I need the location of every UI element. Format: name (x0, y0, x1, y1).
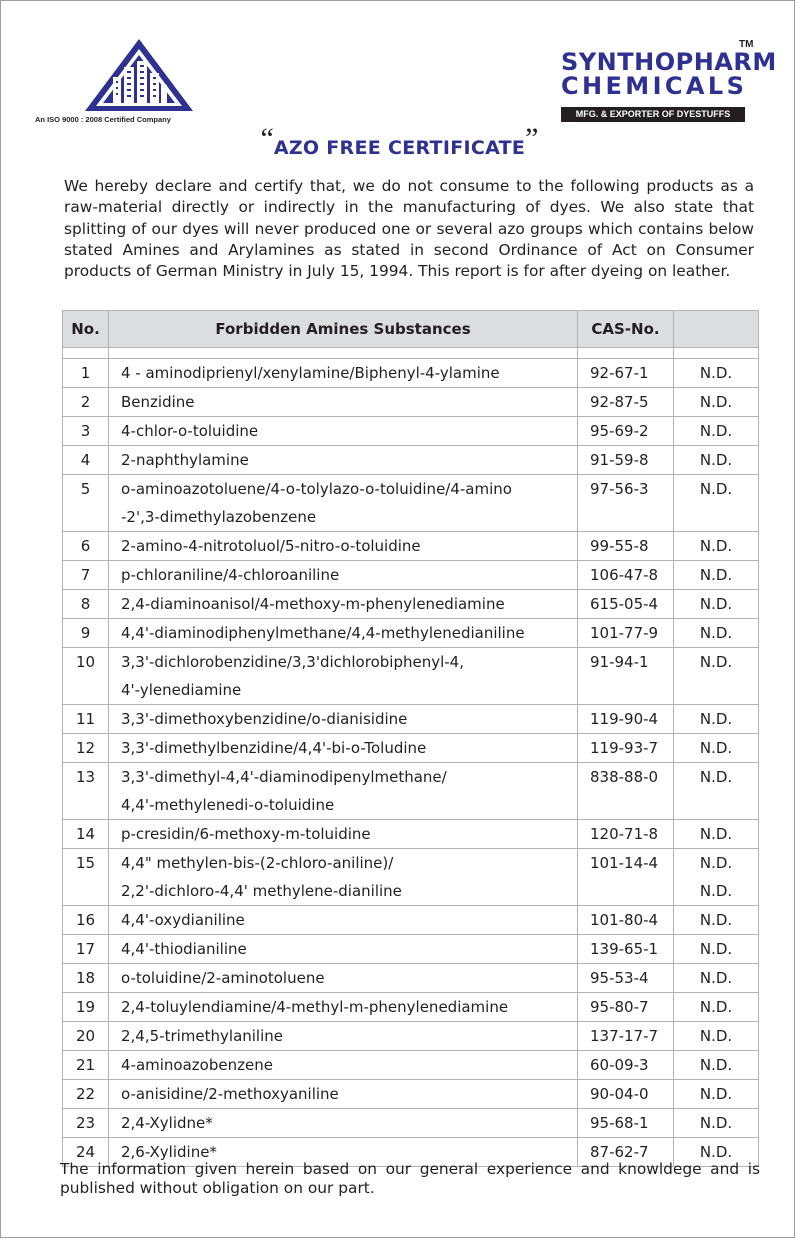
cell-no: 13 (63, 763, 109, 820)
result-line: N.D. (699, 595, 733, 613)
cell-no: 18 (63, 964, 109, 993)
result-line: N.D. (699, 1114, 733, 1132)
cell-result (674, 619, 759, 648)
result-line: N.D. (699, 969, 733, 987)
cell-no: 7 (63, 561, 109, 590)
substance-line: p-cresidin/6-methoxy-m-toluidine (121, 825, 371, 843)
cell-cas: 139-65-1 (578, 935, 674, 964)
cell-result (674, 417, 759, 446)
result-line: N.D. (699, 854, 733, 872)
cell-substance (109, 619, 578, 648)
cell-substance (109, 705, 578, 734)
cell-cas: 119-90-4 (578, 705, 674, 734)
cell-result (674, 820, 759, 849)
table-row (63, 590, 759, 619)
cell-cas: 95-80-7 (578, 993, 674, 1022)
cell-substance (109, 561, 578, 590)
substance-line: o-aminoazotoluene/4-o-tolylazo-o-toluidine/4-amino (121, 480, 512, 498)
cell-no: 17 (63, 935, 109, 964)
cell-result (674, 906, 759, 935)
substance-line: Benzidine (121, 393, 195, 411)
substance-line: 4 - aminodiprienyl/xenylamine/Biphenyl-4-ylamine (121, 364, 500, 382)
table-row (63, 1051, 759, 1080)
cell-result (674, 532, 759, 561)
header-substance: Forbidden Amines Substances (109, 311, 578, 348)
substance-line: p-chloraniline/4-chloroaniline (121, 566, 340, 584)
cell-no: 20 (63, 1022, 109, 1051)
cell-substance (109, 935, 578, 964)
cell-no: 15 (63, 849, 109, 906)
cell-result (674, 1109, 759, 1138)
cell-no: 4 (63, 446, 109, 475)
cell-cas: 95-69-2 (578, 417, 674, 446)
cell-cas: 101-14-4 (578, 849, 674, 906)
substance-line: 4,4'-methylenedi-o-toluidine (121, 796, 335, 814)
substance-line: -2',3-dimethylazobenzene (121, 508, 317, 526)
brand-tagline: MFG. & EXPORTER OF DYESTUFFS (561, 107, 745, 122)
table-row (63, 1022, 759, 1051)
cell-substance (109, 1022, 578, 1051)
cell-substance (109, 475, 578, 532)
building-triangle-logo-icon (83, 37, 195, 113)
table-row (63, 619, 759, 648)
cell-cas: 90-04-0 (578, 1080, 674, 1109)
result-line: N.D. (699, 393, 733, 411)
header-cas: CAS-No. (578, 311, 674, 348)
cell-cas: 95-53-4 (578, 964, 674, 993)
cell-cas: 91-94-1 (578, 648, 674, 705)
cell-cas: 97-56-3 (578, 475, 674, 532)
cell-no: 22 (63, 1080, 109, 1109)
result-line: N.D. (699, 480, 733, 498)
table-row (63, 906, 759, 935)
substance-line: 3,3'-dimethyl-4,4'-diaminodipenylmethane/ (121, 768, 447, 786)
result-line: N.D. (699, 882, 733, 900)
result-line: N.D. (699, 1085, 733, 1103)
forbidden-amines-table (62, 310, 759, 1167)
result-line: N.D. (699, 537, 733, 555)
result-line: N.D. (699, 566, 733, 584)
cell-substance (109, 359, 578, 388)
header-no: No. (63, 311, 109, 348)
table-header-row (63, 311, 759, 348)
cell-substance (109, 906, 578, 935)
cell-result (674, 763, 759, 820)
cell-cas: 119-93-7 (578, 734, 674, 763)
cell-no: 6 (63, 532, 109, 561)
result-line: N.D. (699, 710, 733, 728)
substance-line: 4,4'-thiodianiline (121, 940, 247, 958)
cell-result (674, 705, 759, 734)
result-line: N.D. (699, 653, 733, 671)
substance-line: 2,2'-dichloro-4,4' methylene-dianiline (121, 882, 402, 900)
substance-line: 4-chlor-o-toluidine (121, 422, 259, 440)
substance-line: 4,4'-diaminodiphenylmethane/4,4-methylenedianiline (121, 624, 525, 642)
table-row (63, 993, 759, 1022)
result-line: N.D. (699, 940, 733, 958)
result-line: N.D. (699, 768, 733, 786)
table-row (63, 964, 759, 993)
iso-certification-text: An ISO 9000 : 2008 Certified Company (35, 115, 171, 124)
substance-line: 3,3'-dimethoxybenzidine/o-dianisidine (121, 710, 408, 728)
table-row (63, 1080, 759, 1109)
cell-result (674, 964, 759, 993)
cell-no: 12 (63, 734, 109, 763)
cell-cas: 60-09-3 (578, 1051, 674, 1080)
cell-result (674, 849, 759, 906)
cell-cas: 92-87-5 (578, 388, 674, 417)
cell-no: 2 (63, 388, 109, 417)
cell-result (674, 993, 759, 1022)
cell-cas: 92-67-1 (578, 359, 674, 388)
cell-no: 19 (63, 993, 109, 1022)
footer-note: The information given herein based on our general experience and knowldege and is published without obligation on our part. (60, 1160, 760, 1197)
cell-result (674, 1022, 759, 1051)
result-line: N.D. (699, 1027, 733, 1045)
substance-line: 4,4'-oxydianiline (121, 911, 245, 929)
brand-name-line1: SYNTHOPHARM (561, 48, 777, 76)
cell-substance (109, 820, 578, 849)
certificate-title-text: AZO FREE CERTIFICATE (273, 137, 526, 159)
substance-line: 2,4,5-trimethylaniline (121, 1027, 284, 1045)
cell-no: 11 (63, 705, 109, 734)
cell-result (674, 359, 759, 388)
cell-substance (109, 648, 578, 705)
substance-line: o-toluidine/2-aminotoluene (121, 969, 325, 987)
cell-result (674, 475, 759, 532)
cell-cas: 137-17-7 (578, 1022, 674, 1051)
cell-substance (109, 417, 578, 446)
cell-no: 24 (63, 1138, 109, 1167)
result-line: N.D. (699, 422, 733, 440)
cell-no: 21 (63, 1051, 109, 1080)
brand-name-line2: CHEMICALS (561, 72, 748, 100)
cell-cas: 615-05-4 (578, 590, 674, 619)
cell-result (674, 935, 759, 964)
trademark-symbol: TM (739, 39, 754, 50)
substance-line: 3,3'-dimethylbenzidine/4,4'-bi-o-Toludine (121, 739, 427, 757)
cell-result (674, 590, 759, 619)
cell-cas: 91-59-8 (578, 446, 674, 475)
result-line: N.D. (699, 911, 733, 929)
cell-no: 10 (63, 648, 109, 705)
cell-no: 5 (63, 475, 109, 532)
cell-no: 9 (63, 619, 109, 648)
open-quote: “ (260, 122, 274, 155)
cell-no: 14 (63, 820, 109, 849)
table-row (63, 648, 759, 705)
cell-substance (109, 763, 578, 820)
result-line: N.D. (699, 624, 733, 642)
table-row (63, 561, 759, 590)
cell-substance (109, 1080, 578, 1109)
cell-cas: 99-55-8 (578, 532, 674, 561)
table-body (63, 348, 759, 1167)
table-row (63, 935, 759, 964)
substance-line: 2-naphthylamine (121, 451, 249, 469)
cell-result (674, 388, 759, 417)
table-row (63, 417, 759, 446)
close-quote: ” (525, 122, 539, 155)
cell-cas: 106-47-8 (578, 561, 674, 590)
cell-cas: 101-80-4 (578, 906, 674, 935)
result-line: N.D. (699, 739, 733, 757)
cell-result (674, 561, 759, 590)
cell-no: 16 (63, 906, 109, 935)
table-row (63, 388, 759, 417)
result-line: N.D. (699, 364, 733, 382)
result-line: N.D. (699, 451, 733, 469)
substance-line: 2,6-Xylidine* (121, 1143, 217, 1161)
cell-cas: 95-68-1 (578, 1109, 674, 1138)
cell-substance (109, 734, 578, 763)
substance-line: 3,3'-dichlorobenzidine/3,3'dichlorobiphenyl-4, (121, 653, 464, 671)
substance-line: o-anisidine/2-methoxyaniline (121, 1085, 339, 1103)
table-row (63, 359, 759, 388)
substance-line: 2,4-toluylendiamine/4-methyl-m-phenylenediamine (121, 998, 509, 1016)
cell-cas: 87-62-7 (578, 1138, 674, 1167)
cell-no: 23 (63, 1109, 109, 1138)
table-row (63, 446, 759, 475)
cell-substance (109, 446, 578, 475)
cell-substance (109, 993, 578, 1022)
cell-result (674, 648, 759, 705)
certificate-title (1, 122, 797, 159)
cell-substance (109, 1051, 578, 1080)
cell-no: 1 (63, 359, 109, 388)
substance-line: 2-amino-4-nitrotoluol/5-nitro-o-toluidine (121, 537, 421, 555)
substance-line: 4'-ylenediamine (121, 681, 242, 699)
cell-substance (109, 1109, 578, 1138)
substance-line: 4,4" methylen-bis-(2-chloro-aniline)/ (121, 854, 394, 872)
table-row (63, 734, 759, 763)
cell-result (674, 734, 759, 763)
declaration-paragraph: We hereby declare and certify that, we do not consume to the following products as a raw-material directly or indirectly in the manufacturing of dyes. We also state that splitting of our dyes will never produced one or several azo groups which contains below stated Amines and Arylamines as stated in second Ordinance of Act on Consumer products of German Ministry in July 15, 1994. This report is for after dyeing on leather. (64, 177, 754, 281)
table-row (63, 532, 759, 561)
cell-substance (109, 532, 578, 561)
cell-cas: 101-77-9 (578, 619, 674, 648)
cell-no: 3 (63, 417, 109, 446)
table-row (63, 820, 759, 849)
cell-substance (109, 964, 578, 993)
cell-result (674, 1080, 759, 1109)
table-row (63, 763, 759, 820)
cell-no: 8 (63, 590, 109, 619)
substance-line: 2,4-diaminoanisol/4-methoxy-m-phenylenediamine (121, 595, 505, 613)
table-row (63, 849, 759, 906)
header-result (674, 311, 759, 348)
result-line: N.D. (699, 1056, 733, 1074)
result-line: N.D. (699, 825, 733, 843)
cell-substance (109, 388, 578, 417)
result-line: N.D. (699, 1143, 733, 1161)
table-row (63, 475, 759, 532)
cell-substance (109, 849, 578, 906)
table-row (63, 1109, 759, 1138)
table-row (63, 705, 759, 734)
cell-cas: 120-71-8 (578, 820, 674, 849)
substance-line: 2,4-Xylidne* (121, 1114, 213, 1132)
table-spacer-row (63, 348, 759, 359)
cell-substance (109, 590, 578, 619)
cell-result (674, 1051, 759, 1080)
cell-result (674, 446, 759, 475)
substance-line: 4-aminoazobenzene (121, 1056, 273, 1074)
result-line: N.D. (699, 998, 733, 1016)
cell-cas: 838-88-0 (578, 763, 674, 820)
